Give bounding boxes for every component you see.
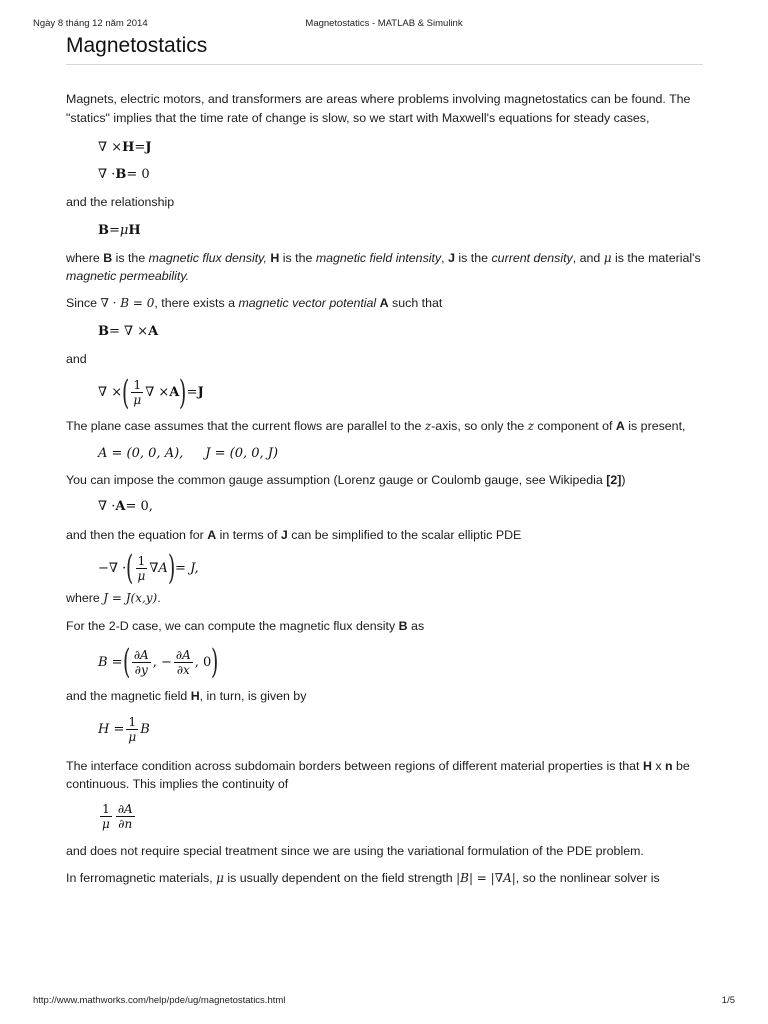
vector-potential-paragraph: Since ∇ · B = 0, there exists a magnetic vector potential A such that [66,295,443,310]
equation-components: A = (0, 0, A), J = (0, 0, J) [98,445,279,461]
article [66,34,703,888]
plane-case-paragraph: The plane case assumes that the current flows are parallel to the z-axis, so only the z component of A is present, [66,418,686,433]
gauge-paragraph: You can impose the common gauge assumption (Lorenz gauge or Coulomb gauge, see Wikipedia [2]) [66,473,626,487]
equation-h: H = $\frac{1}{\mu}$ B [98,715,150,744]
equation-flux-density: B = ( $\frac{\partial A}{\partial y}$ , − $\frac{\partial A}{\partial x}$ , 0 ) [98,642,219,682]
equation-scalar-pde: −∇ · ( $\frac{1}{\mu}$ ∇A ) = J, [98,548,199,588]
equation-curl-h: ∇ × H = J [98,139,152,155]
relationship-text: and the relationship [66,195,175,209]
print-date: Ngày 8 tháng 12 năm 2014 [33,18,148,29]
magnetic-field-text: and the magnetic field H, in turn, is given by [66,689,307,703]
equation-gauge: ∇ · A = 0, [98,499,153,514]
equation-b-curl-a: B = ∇ × A [98,323,159,339]
equation-curl-curl-a: ∇ × ( $\frac{1}{\mu}$ ∇ × A ) = J [98,372,204,413]
equation-b-mu-h: B = μ H [98,223,141,238]
definitions-paragraph: where B is the magnetic flux density, H is the magnetic field intensity, J is the current density, and μ is the material's magnetic permeability. [66,250,701,283]
page-number: 1/5 [721,995,735,1006]
2d-case-paragraph: For the 2-D case, we can compute the magnetic flux density B as [66,618,425,633]
variational-text: and does not require special treatment since we are using the variational formulation of the PDE problem. [66,843,644,858]
where-j-text: where J = J(x,y). [66,591,161,605]
scalar-pde-paragraph: and then the equation for A in terms of J can be simplified to the scalar elliptic PDE [66,527,522,542]
and-text: and [66,352,87,366]
ferromagnetic-paragraph: In ferromagnetic materials, μ is usually dependent on the field strength |B| = |∇A|, so the nonlinear solver is [66,871,660,885]
page-url: http://www.mathworks.com/help/pde/ug/magnetostatics.html [33,995,286,1006]
wikipedia-reference-link[interactable]: [2] [606,473,622,487]
page-title: Magnetostatics [66,34,703,65]
equation-continuity: $\frac{1}{\mu}$ $\frac{\partial A}{\partial n}$ [102,802,133,831]
equation-div-b: ∇ · B = 0 [98,166,150,182]
intro-paragraph: Magnets, electric motors, and transformers are areas where problems involving magnetostatics can be found. The "statics" implies that the time rate of change is slow, so we start with Maxwell's equations for steady cases, [66,92,691,125]
print-title: Magnetostatics - MATLAB & Simulink [305,18,463,29]
interface-paragraph: The interface condition across subdomain borders between regions of different material properties is that H x n be continuous. This implies the continuity of [66,758,690,791]
